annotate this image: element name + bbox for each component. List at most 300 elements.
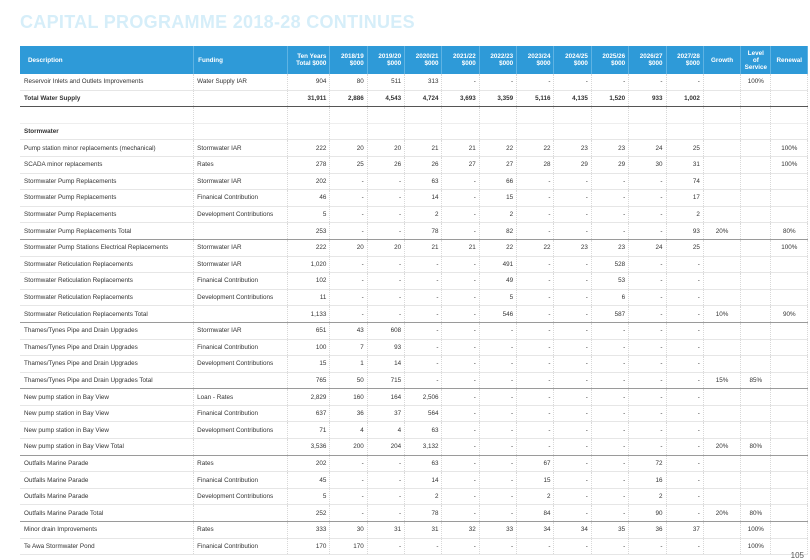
cell-growth: 20%: [703, 439, 740, 456]
cell-ten-year-total: 102: [288, 273, 330, 290]
cell-2025-26: 53: [591, 273, 628, 290]
cell-2020-21: 63: [405, 455, 442, 472]
cell-growth: [703, 190, 740, 207]
cell-growth: [703, 156, 740, 173]
cell-2021-22: 21: [442, 239, 479, 256]
cell-funding: Development Contributions: [194, 422, 288, 439]
cell-growth: [703, 422, 740, 439]
table-row: [20, 107, 808, 124]
cell-2022-23: 22: [479, 140, 516, 157]
cell-2023-24: 22: [517, 239, 554, 256]
cell-2027-28: 25: [666, 239, 703, 256]
cell-2019-20: -: [367, 455, 404, 472]
cell-renewal: [771, 455, 808, 472]
cell-2023-24: -: [517, 206, 554, 223]
table-row: [20, 538, 808, 555]
cell-2020-21: -: [405, 306, 442, 323]
cell-2026-27: -: [629, 289, 666, 306]
cell-funding: Stormwater IAR: [194, 140, 288, 157]
cell-2020-21: 63: [405, 173, 442, 190]
cell-2023-24: -: [517, 422, 554, 439]
cell-funding: Loan - Rates: [194, 389, 288, 406]
cell-renewal: [771, 90, 808, 107]
cell-renewal: 100%: [771, 156, 808, 173]
cell-2026-27: -: [629, 422, 666, 439]
cell-funding: [194, 90, 288, 107]
cell-2021-22: -: [442, 372, 479, 389]
cell-funding: [194, 223, 288, 240]
cell-ten-year-total: [288, 123, 330, 140]
cell-2022-23: -: [479, 439, 516, 456]
cell-2018-19: -: [330, 256, 367, 273]
cell-2027-28: -: [666, 289, 703, 306]
cell-2025-26: 587: [591, 306, 628, 323]
cell-level-of-service: [741, 488, 771, 505]
cell-2023-24: -: [517, 439, 554, 456]
cell-2022-23: 2: [479, 206, 516, 223]
cell-funding: Water Supply IAR: [194, 74, 288, 90]
cell-2020-21: [405, 107, 442, 124]
cell-2027-28: [666, 123, 703, 140]
cell-2027-28: -: [666, 273, 703, 290]
cell-ten-year-total: 5: [288, 488, 330, 505]
cell-level-of-service: [741, 405, 771, 422]
cell-level-of-service: [741, 190, 771, 207]
cell-2025-26: -: [591, 190, 628, 207]
cell-2019-20: -: [367, 538, 404, 555]
cell-growth: [703, 472, 740, 489]
cell-level-of-service: [741, 173, 771, 190]
cell-2027-28: -: [666, 356, 703, 373]
cell-2018-19: 7: [330, 339, 367, 356]
cell-2019-20: -: [367, 206, 404, 223]
table-row: [20, 173, 808, 190]
cell-ten-year-total: 3,536: [288, 439, 330, 456]
table-row: [20, 289, 808, 306]
cell-2026-27: -: [629, 273, 666, 290]
cell-2020-21: 78: [405, 223, 442, 240]
cell-description: Stormwater Reticulation Replacements: [20, 256, 194, 273]
cell-2027-28: 37: [666, 522, 703, 539]
cell-funding: Finanical Contribution: [194, 273, 288, 290]
cell-2021-22: -: [442, 173, 479, 190]
cell-2019-20: 20: [367, 239, 404, 256]
cell-2021-22: 21: [442, 140, 479, 157]
cell-funding: Stormwater IAR: [194, 322, 288, 339]
cell-renewal: [771, 405, 808, 422]
cell-2026-27: -: [629, 405, 666, 422]
cell-renewal: [771, 173, 808, 190]
cell-2023-24: -: [517, 256, 554, 273]
cell-renewal: [771, 389, 808, 406]
cell-growth: [703, 356, 740, 373]
cell-2021-22: -: [442, 488, 479, 505]
cell-2020-21: -: [405, 322, 442, 339]
cell-level-of-service: 85%: [741, 372, 771, 389]
cell-funding: [194, 107, 288, 124]
cell-2018-19: [330, 123, 367, 140]
cell-description: [20, 107, 194, 124]
cell-growth: [703, 239, 740, 256]
column-header-2027-28: 2027/28 $000: [666, 46, 703, 74]
cell-2018-19: -: [330, 505, 367, 522]
cell-2025-26: -: [591, 472, 628, 489]
cell-2022-23: 3,359: [479, 90, 516, 107]
column-header-ten-year-total: Ten Years Total $000: [288, 46, 330, 74]
cell-2025-26: -: [591, 488, 628, 505]
cell-2023-24: 15: [517, 472, 554, 489]
cell-2018-19: -: [330, 455, 367, 472]
cell-2021-22: -: [442, 439, 479, 456]
cell-growth: [703, 389, 740, 406]
cell-2024-25: -: [554, 505, 591, 522]
cell-2023-24: -: [517, 289, 554, 306]
cell-2022-23: 27: [479, 156, 516, 173]
cell-2027-28: 31: [666, 156, 703, 173]
cell-level-of-service: 100%: [741, 522, 771, 539]
cell-2026-27: -: [629, 173, 666, 190]
cell-2018-19: 30: [330, 522, 367, 539]
cell-2026-27: -: [629, 339, 666, 356]
cell-2020-21: 2,506: [405, 389, 442, 406]
table-row: [20, 422, 808, 439]
cell-level-of-service: [741, 322, 771, 339]
cell-2027-28: -: [666, 389, 703, 406]
cell-2022-23: -: [479, 505, 516, 522]
column-header-2020-21: 2020/21 $000: [405, 46, 442, 74]
cell-description: Outfalls Marine Parade: [20, 455, 194, 472]
cell-2026-27: 24: [629, 239, 666, 256]
cell-description: Stormwater Pump Replacements: [20, 206, 194, 223]
cell-2021-22: -: [442, 190, 479, 207]
cell-funding: Development Contributions: [194, 206, 288, 223]
cell-growth: [703, 173, 740, 190]
cell-2024-25: -: [554, 422, 591, 439]
cell-2019-20: [367, 107, 404, 124]
cell-description: Outfalls Marine Parade Total: [20, 505, 194, 522]
cell-2025-26: -: [591, 439, 628, 456]
table-row: [20, 206, 808, 223]
cell-2022-23: 66: [479, 173, 516, 190]
cell-2021-22: -: [442, 289, 479, 306]
cell-2025-26: -: [591, 356, 628, 373]
cell-2024-25: -: [554, 488, 591, 505]
cell-description: Outfalls Marine Parade: [20, 472, 194, 489]
cell-2027-28: -: [666, 439, 703, 456]
cell-2021-22: -: [442, 505, 479, 522]
header-row: [20, 46, 808, 74]
cell-2019-20: 608: [367, 322, 404, 339]
cell-2023-24: -: [517, 389, 554, 406]
cell-2023-24: 28: [517, 156, 554, 173]
cell-renewal: [771, 206, 808, 223]
cell-2026-27: [629, 107, 666, 124]
cell-2021-22: -: [442, 472, 479, 489]
cell-funding: Rates: [194, 455, 288, 472]
cell-2022-23: -: [479, 455, 516, 472]
table-body: [20, 74, 808, 555]
cell-2027-28: 1,002: [666, 90, 703, 107]
cell-growth: [703, 405, 740, 422]
cell-2026-27: 36: [629, 522, 666, 539]
cell-2024-25: -: [554, 273, 591, 290]
cell-2024-25: 29: [554, 156, 591, 173]
cell-funding: Finanical Contribution: [194, 339, 288, 356]
cell-2025-26: -: [591, 505, 628, 522]
cell-2019-20: -: [367, 289, 404, 306]
cell-2022-23: -: [479, 356, 516, 373]
table-row: [20, 256, 808, 273]
cell-ten-year-total: 765: [288, 372, 330, 389]
cell-renewal: [771, 488, 808, 505]
cell-level-of-service: [741, 472, 771, 489]
cell-2027-28: -: [666, 422, 703, 439]
table-row: [20, 488, 808, 505]
cell-2022-23: 33: [479, 522, 516, 539]
cell-level-of-service: 80%: [741, 505, 771, 522]
cell-2022-23: 15: [479, 190, 516, 207]
cell-description: Minor drain Improvements: [20, 522, 194, 539]
cell-description: New pump station in Bay View Total: [20, 439, 194, 456]
table-row: [20, 455, 808, 472]
cell-funding: Development Contributions: [194, 289, 288, 306]
cell-2020-21: 564: [405, 405, 442, 422]
cell-2026-27: 30: [629, 156, 666, 173]
cell-renewal: [771, 439, 808, 456]
cell-2019-20: 37: [367, 405, 404, 422]
cell-2020-21: 2: [405, 206, 442, 223]
cell-renewal: [771, 339, 808, 356]
cell-growth: [703, 123, 740, 140]
section-heading-row: [20, 123, 808, 140]
cell-2026-27: 2: [629, 488, 666, 505]
cell-description: Pump station minor replacements (mechanical): [20, 140, 194, 157]
cell-2026-27: 16: [629, 472, 666, 489]
cell-2026-27: -: [629, 223, 666, 240]
cell-funding: Stormwater IAR: [194, 173, 288, 190]
cell-level-of-service: 100%: [741, 538, 771, 555]
cell-2022-23: -: [479, 389, 516, 406]
cell-2018-19: 170: [330, 538, 367, 555]
cell-2019-20: 93: [367, 339, 404, 356]
cell-2020-21: 14: [405, 472, 442, 489]
cell-2025-26: -: [591, 455, 628, 472]
cell-2025-26: [591, 107, 628, 124]
cell-2018-19: -: [330, 472, 367, 489]
cell-2021-22: [442, 107, 479, 124]
cell-level-of-service: [741, 356, 771, 373]
cell-growth: 20%: [703, 505, 740, 522]
cell-description: SCADA minor replacements: [20, 156, 194, 173]
table-row: [20, 389, 808, 406]
cell-2026-27: -: [629, 206, 666, 223]
cell-growth: [703, 322, 740, 339]
cell-2021-22: -: [442, 306, 479, 323]
cell-ten-year-total: 31,911: [288, 90, 330, 107]
cell-2024-25: -: [554, 405, 591, 422]
column-header-2022-23: 2022/23 $000: [479, 46, 516, 74]
cell-2024-25: -: [554, 306, 591, 323]
cell-funding: Finanical Contribution: [194, 538, 288, 555]
cell-2022-23: -: [479, 472, 516, 489]
cell-funding: Development Contributions: [194, 356, 288, 373]
cell-renewal: [771, 289, 808, 306]
cell-ten-year-total: [288, 107, 330, 124]
cell-2018-19: 200: [330, 439, 367, 456]
cell-description: New pump station in Bay View: [20, 389, 194, 406]
cell-2021-22: -: [442, 74, 479, 90]
cell-ten-year-total: 46: [288, 190, 330, 207]
cell-description: Stormwater Pump Replacements: [20, 173, 194, 190]
cell-2021-22: -: [442, 538, 479, 555]
cell-renewal: [771, 123, 808, 140]
cell-2026-27: -: [629, 538, 666, 555]
table-row: [20, 356, 808, 373]
cell-2027-28: -: [666, 306, 703, 323]
cell-2022-23: -: [479, 538, 516, 555]
cell-2018-19: 2,886: [330, 90, 367, 107]
cell-2025-26: -: [591, 372, 628, 389]
cell-2021-22: 3,693: [442, 90, 479, 107]
cell-description: Stormwater Reticulation Replacements: [20, 289, 194, 306]
cell-2018-19: 4: [330, 422, 367, 439]
cell-2025-26: 6: [591, 289, 628, 306]
cell-ten-year-total: 222: [288, 140, 330, 157]
column-header-2018-19: 2018/19 $000: [330, 46, 367, 74]
cell-description: Stormwater Reticulation Replacements Total: [20, 306, 194, 323]
table-row: [20, 322, 808, 339]
cell-2022-23: -: [479, 372, 516, 389]
cell-growth: [703, 339, 740, 356]
cell-2018-19: 80: [330, 74, 367, 90]
cell-ten-year-total: 11: [288, 289, 330, 306]
cell-funding: [194, 505, 288, 522]
cell-renewal: [771, 256, 808, 273]
cell-2024-25: 4,135: [554, 90, 591, 107]
cell-renewal: 100%: [771, 140, 808, 157]
cell-2022-23: -: [479, 74, 516, 90]
cell-growth: 15%: [703, 372, 740, 389]
table-row: [20, 472, 808, 489]
cell-2022-23: -: [479, 322, 516, 339]
cell-renewal: 90%: [771, 306, 808, 323]
cell-ten-year-total: 222: [288, 239, 330, 256]
cell-description: Stormwater Reticulation Replacements: [20, 273, 194, 290]
cell-description: Thames/Tynes Pipe and Drain Upgrades Total: [20, 372, 194, 389]
cell-renewal: 80%: [771, 223, 808, 240]
cell-2025-26: [591, 123, 628, 140]
cell-2019-20: 20: [367, 140, 404, 157]
cell-2025-26: 1,520: [591, 90, 628, 107]
cell-2023-24: 22: [517, 140, 554, 157]
cell-2027-28: -: [666, 505, 703, 522]
cell-2020-21: 78: [405, 505, 442, 522]
cell-description: Total Water Supply: [20, 90, 194, 107]
cell-2019-20: -: [367, 256, 404, 273]
cell-2019-20: 4,543: [367, 90, 404, 107]
cell-2024-25: -: [554, 206, 591, 223]
cell-2023-24: -: [517, 322, 554, 339]
cell-2022-23: [479, 123, 516, 140]
cell-2027-28: 74: [666, 173, 703, 190]
cell-description: Stormwater Pump Replacements: [20, 190, 194, 207]
cell-description: Stormwater Pump Stations Electrical Replacements: [20, 239, 194, 256]
cell-2025-26: 23: [591, 239, 628, 256]
cell-2023-24: -: [517, 74, 554, 90]
cell-funding: Finanical Contribution: [194, 472, 288, 489]
cell-renewal: 100%: [771, 239, 808, 256]
cell-2026-27: -: [629, 74, 666, 90]
column-header-description: Description: [20, 46, 194, 74]
table-row: [20, 156, 808, 173]
cell-2024-25: -: [554, 322, 591, 339]
column-header-renewal: Renewal: [771, 46, 808, 74]
cell-renewal: [771, 505, 808, 522]
subtotal-row: [20, 223, 808, 240]
cell-2027-28: -: [666, 405, 703, 422]
cell-2026-27: -: [629, 306, 666, 323]
cell-funding: [194, 439, 288, 456]
cell-2027-28: 93: [666, 223, 703, 240]
cell-level-of-service: [741, 289, 771, 306]
cell-funding: Development Contributions: [194, 488, 288, 505]
cell-level-of-service: [741, 206, 771, 223]
cell-description: Thames/Tynes Pipe and Drain Upgrades: [20, 339, 194, 356]
cell-2021-22: -: [442, 339, 479, 356]
cell-2020-21: -: [405, 273, 442, 290]
cell-level-of-service: [741, 455, 771, 472]
cell-2024-25: [554, 123, 591, 140]
cell-level-of-service: [741, 140, 771, 157]
cell-2025-26: -: [591, 538, 628, 555]
cell-level-of-service: [741, 389, 771, 406]
cell-2024-25: -: [554, 538, 591, 555]
cell-2019-20: -: [367, 472, 404, 489]
cell-growth: [703, 522, 740, 539]
cell-2020-21: 63: [405, 422, 442, 439]
table-row: [20, 405, 808, 422]
cell-2019-20: -: [367, 173, 404, 190]
cell-2026-27: 933: [629, 90, 666, 107]
cell-ten-year-total: 100: [288, 339, 330, 356]
column-header-2025-26: 2025/26 $000: [591, 46, 628, 74]
cell-2020-21: 3,132: [405, 439, 442, 456]
cell-2020-21: 26: [405, 156, 442, 173]
cell-2022-23: 5: [479, 289, 516, 306]
cell-2018-19: -: [330, 306, 367, 323]
cell-ten-year-total: 333: [288, 522, 330, 539]
cell-ten-year-total: 278: [288, 156, 330, 173]
cell-funding: [194, 123, 288, 140]
cell-2021-22: -: [442, 356, 479, 373]
table-row: [20, 273, 808, 290]
cell-funding: [194, 306, 288, 323]
cell-ten-year-total: 637: [288, 405, 330, 422]
cell-2021-22: -: [442, 389, 479, 406]
cell-description: New pump station in Bay View: [20, 422, 194, 439]
cell-2025-26: -: [591, 405, 628, 422]
cell-2018-19: [330, 107, 367, 124]
subtotal-row: [20, 306, 808, 323]
cell-2021-22: 32: [442, 522, 479, 539]
cell-2018-19: 43: [330, 322, 367, 339]
cell-growth: [703, 289, 740, 306]
cell-2018-19: 50: [330, 372, 367, 389]
cell-funding: Stormwater IAR: [194, 239, 288, 256]
cell-2022-23: -: [479, 339, 516, 356]
cell-2018-19: -: [330, 223, 367, 240]
cell-funding: Stormwater IAR: [194, 256, 288, 273]
